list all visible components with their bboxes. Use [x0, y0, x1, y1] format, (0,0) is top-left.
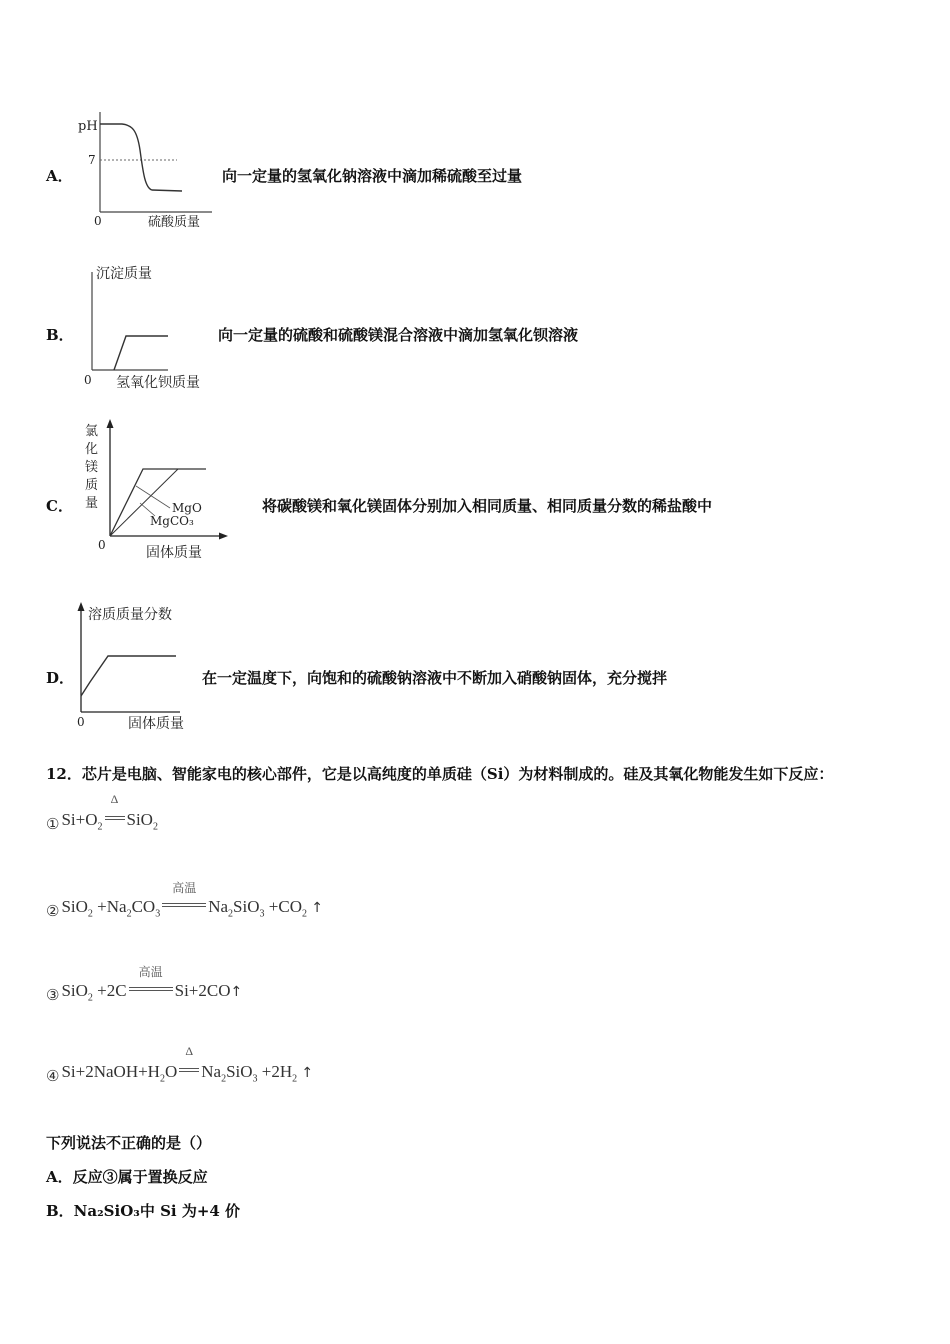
graph-b	[80, 262, 225, 394]
option-b-letter: B．	[46, 326, 74, 344]
graph-d-x-label: 固体质量	[128, 716, 184, 732]
graph-a-ref-label: 7	[88, 153, 96, 167]
graph-c	[78, 418, 238, 563]
option-c-letter: C．	[46, 497, 73, 515]
option-a-text: 向一定量的氢氧化钠溶液中滴加稀硫酸至过量	[222, 167, 523, 185]
graph-d	[72, 600, 222, 735]
equation-3: ③ SiO$_2$ +2C 高温 Si+2CO↑	[46, 965, 243, 1004]
graph-b-y-label: 沉淀质量	[96, 266, 152, 282]
option-d-letter: D．	[46, 669, 75, 687]
equation-4: ④ $Si+2NaOH+H_2O$ Δ $Na_2SiO_3 +2H_2$ ↑	[46, 1044, 314, 1085]
question-12-prompt: 下列说法不正确的是（）	[46, 1134, 212, 1152]
option-d-text: 在一定温度下，向饱和的硫酸钠溶液中不断加入硝酸钠固体，充分搅拌	[202, 669, 668, 687]
option-c-text: 将碳酸镁和氧化镁固体分别加入相同质量、相同质量分数的稀盐酸中	[262, 497, 713, 515]
graph-a-y-label: pH	[78, 119, 98, 134]
graph-c-y-label-2: 镁	[85, 460, 99, 475]
graph-a	[72, 100, 222, 230]
graph-b-x-label: 氢氧化钡质量	[116, 375, 200, 391]
graph-a-origin: 0	[94, 214, 102, 228]
graph-c-origin: 0	[98, 538, 106, 552]
choice-a: A．反应③属于置换反应	[46, 1168, 208, 1186]
equation-2: ② $SiO_2 +Na_2CO_3$ 高温 $Na_2SiO_3 +CO_2$ ↑	[46, 881, 323, 920]
equation-1: ① $Si+O_2$ Δ SiO$_2$	[46, 792, 158, 833]
question-12-stem: 12．芯片是电脑、智能家电的核心部件，它是以高纯度的单质硅（Si）为材料制成的。硅及其氧化物能发生如下反应：	[46, 765, 834, 783]
graph-c-y-label-0: 氯	[85, 424, 99, 439]
graph-c-series-mgco3: MgCO₃	[150, 514, 194, 528]
graph-d-y-label: 溶质质量分数	[88, 607, 172, 623]
option-a-letter: A．	[46, 167, 73, 185]
graph-c-x-label: 固体质量	[146, 545, 202, 561]
graph-a-x-label: 硫酸质量	[148, 215, 201, 230]
graph-b-origin: 0	[84, 373, 92, 387]
choice-b: B．Na₂SiO₃中 Si 为+4 价	[46, 1202, 241, 1220]
graph-c-y-label-3: 质	[85, 478, 99, 493]
graph-d-origin: 0	[77, 715, 85, 729]
graph-c-y-label-1: 化	[85, 442, 99, 457]
graph-c-series-mgo: MgO	[172, 501, 202, 515]
option-b-text: 向一定量的硫酸和硫酸镁混合溶液中滴加氢氧化钡溶液	[218, 326, 579, 344]
graph-c-y-label-4: 量	[85, 496, 99, 511]
